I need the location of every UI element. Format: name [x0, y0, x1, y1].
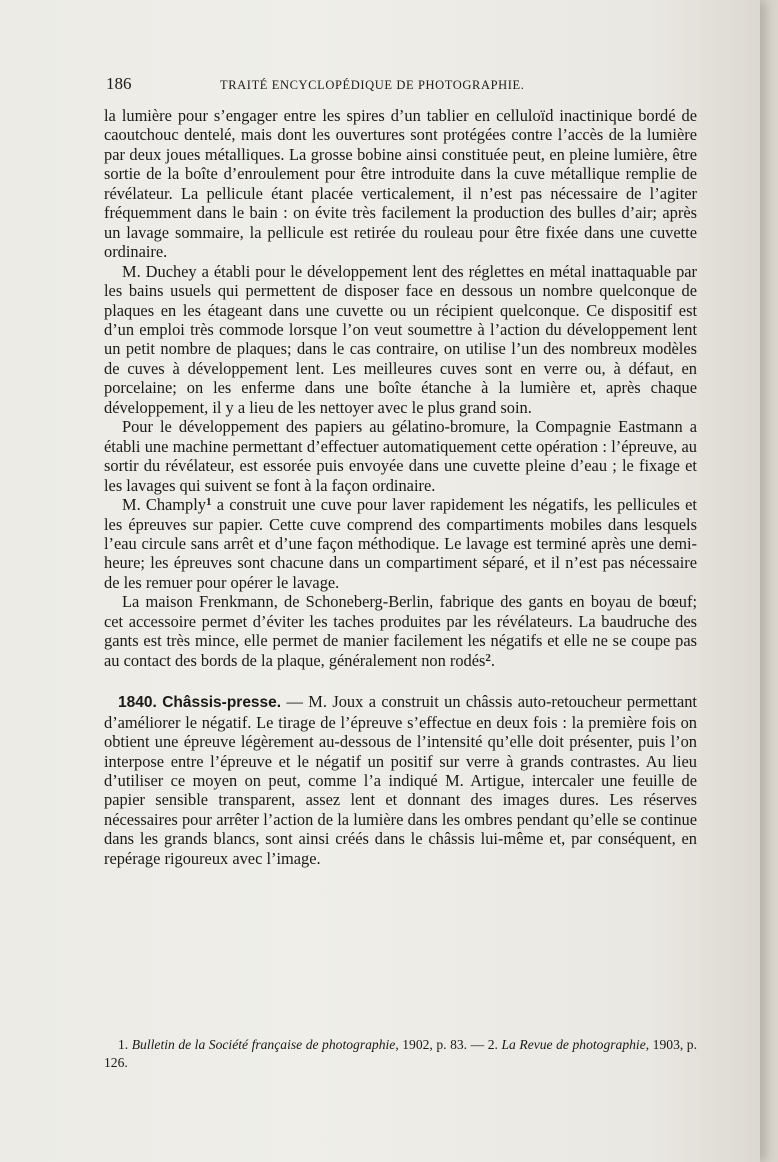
section-number: 1840.: [118, 694, 157, 712]
section-1840: [104, 692, 697, 868]
champly-lead: M. Champly: [122, 495, 206, 515]
footnote-ref-1: 1: [206, 496, 212, 509]
paragraph-eastmann: Pour le développement des papiers au gélatino-bromure, la Compagnie Eastmann a établi une machine permettant d’effectuer automatiquement cette opération : l’épreuve, au sortir du révélateur, est essorée puis envoyée dans une cuvette pleine d’eau ; le fixage et les lavages qui suivent se font à la façon ordinaire.: [104, 417, 697, 495]
paragraph-continuation: la lumière pour s’engager entre les spires d’un tablier en celluloïd inactinique bordé de caoutchouc dentelé, mais dont les ouvertures sont protégées contre l’accès de la lumière par deux joues métalliques. La grosse bobine ainsi constituée peut, en pleine lumière, être sortie de la boîte d’enroulement pour être introduite dans la cuve métallique remplie de révélateur. La pellicule étant placée verticalement, il n’est pas nécessaire de l’agiter fréquemment dans le bain : on évite très facilement la production des bulles d’air; après un lavage sommaire, la pellicule est retirée du rouleau pour être fixée dans une cuvette ordinaire.: [104, 106, 697, 262]
footnote-ref-2: 2: [485, 651, 491, 664]
footnote-2-rest: , 1903, p. 126.: [104, 1037, 697, 1070]
paragraph-champly: [104, 495, 697, 592]
paragraph-frenkmann: [104, 592, 697, 670]
section-text: — M. Joux a construit un châssis auto-retoucheur permettant d’améliorer le négatif. Le tirage de l’épreuve s’effectue en deux fois : la première fois on obtient une épreuve légèrement au-dessous de l’intensité qu’elle doit présenter, puis l’on interpose entre l’épreuve et le négatif un positif sur verre à grands contrastes. Au lieu d’utiliser ce moyen on peut, comme l’a indiqué M. Artigue, intercaler une feuille de papier sensible transparent, assez lent et donnant des images dures. Les réserves nécessaires pour arrêter l’action de la lumière dans les ombres pendant qu’elle se continue dans les grands blancs, sont ainsi créés dans le châssis lui-même et, par conséquent, en repérage rigoureux avec l’image.: [104, 692, 697, 868]
footnote-1-number: 1.: [118, 1037, 129, 1052]
footnote-1-title: Bulletin de la Société française de photographie: [131, 1037, 396, 1052]
body-text: [104, 106, 697, 868]
page-number: 186: [106, 74, 132, 93]
champly-text: a construit une cuve pour laver rapidement les négatifs, les pellicules et les épreuves sur papier. Cette cuve comprend des compartiments mobiles dans lesquels l’eau circule sans arrêt et d’une façon méthodique. Le lavage est terminé après une demi-heure; les épreuves sont chacune dans un compartiment séparé, et il n’est pas nécessaire de les remuer pour opérer le lavage.: [104, 495, 697, 592]
section-title: Châssis-presse.: [162, 694, 282, 712]
footnote-2-number: 2.: [487, 1037, 498, 1052]
frenkmann-text: La maison Frenkmann, de Schoneberg-Berlin, fabrique des gants en boyau de bœuf; cet accessoire permet d’éviter les taches produites par les révélateurs. La baudruche des gants est très mince, elle permet de manier facilement les négatifs et elle ne se coupe pas au contact des bords de la plaque, généralement non rodés: [104, 592, 697, 670]
footnotes: [104, 1036, 697, 1071]
running-title: TRAITÉ ENCYCLOPÉDIQUE DE PHOTOGRAPHIE.: [220, 78, 525, 92]
frenkmann-end: .: [490, 650, 496, 670]
paragraph-duchey: M. Duchey a établi pour le développement lent des réglettes en métal inattaquable par les bains usuels qui permettent de disposer face en dessous un nombre quelconque de plaques en les étageant dans une cuvette ou un récipient quelconque. Ce dispositif est d’un emploi très commode lorsque l’on veut soumettre à l’action du développement lent un petit nombre de plaques; dans le cas contraire, on utilise l’un des nombreux modèles de cuves à développement lent. Les meilleures cuves sont en verre ou, à défaut, en porcelaine; on les enferme dans une boîte étanche à la lumière et, après chaque développement, il y a lieu de les nettoyer avec le plus grand soin.: [104, 261, 697, 417]
footnote-2-title: La Revue de photographie: [501, 1037, 646, 1052]
footnote-1-rest: , 1902, p. 83. —: [395, 1037, 488, 1052]
page-header: [106, 74, 696, 96]
